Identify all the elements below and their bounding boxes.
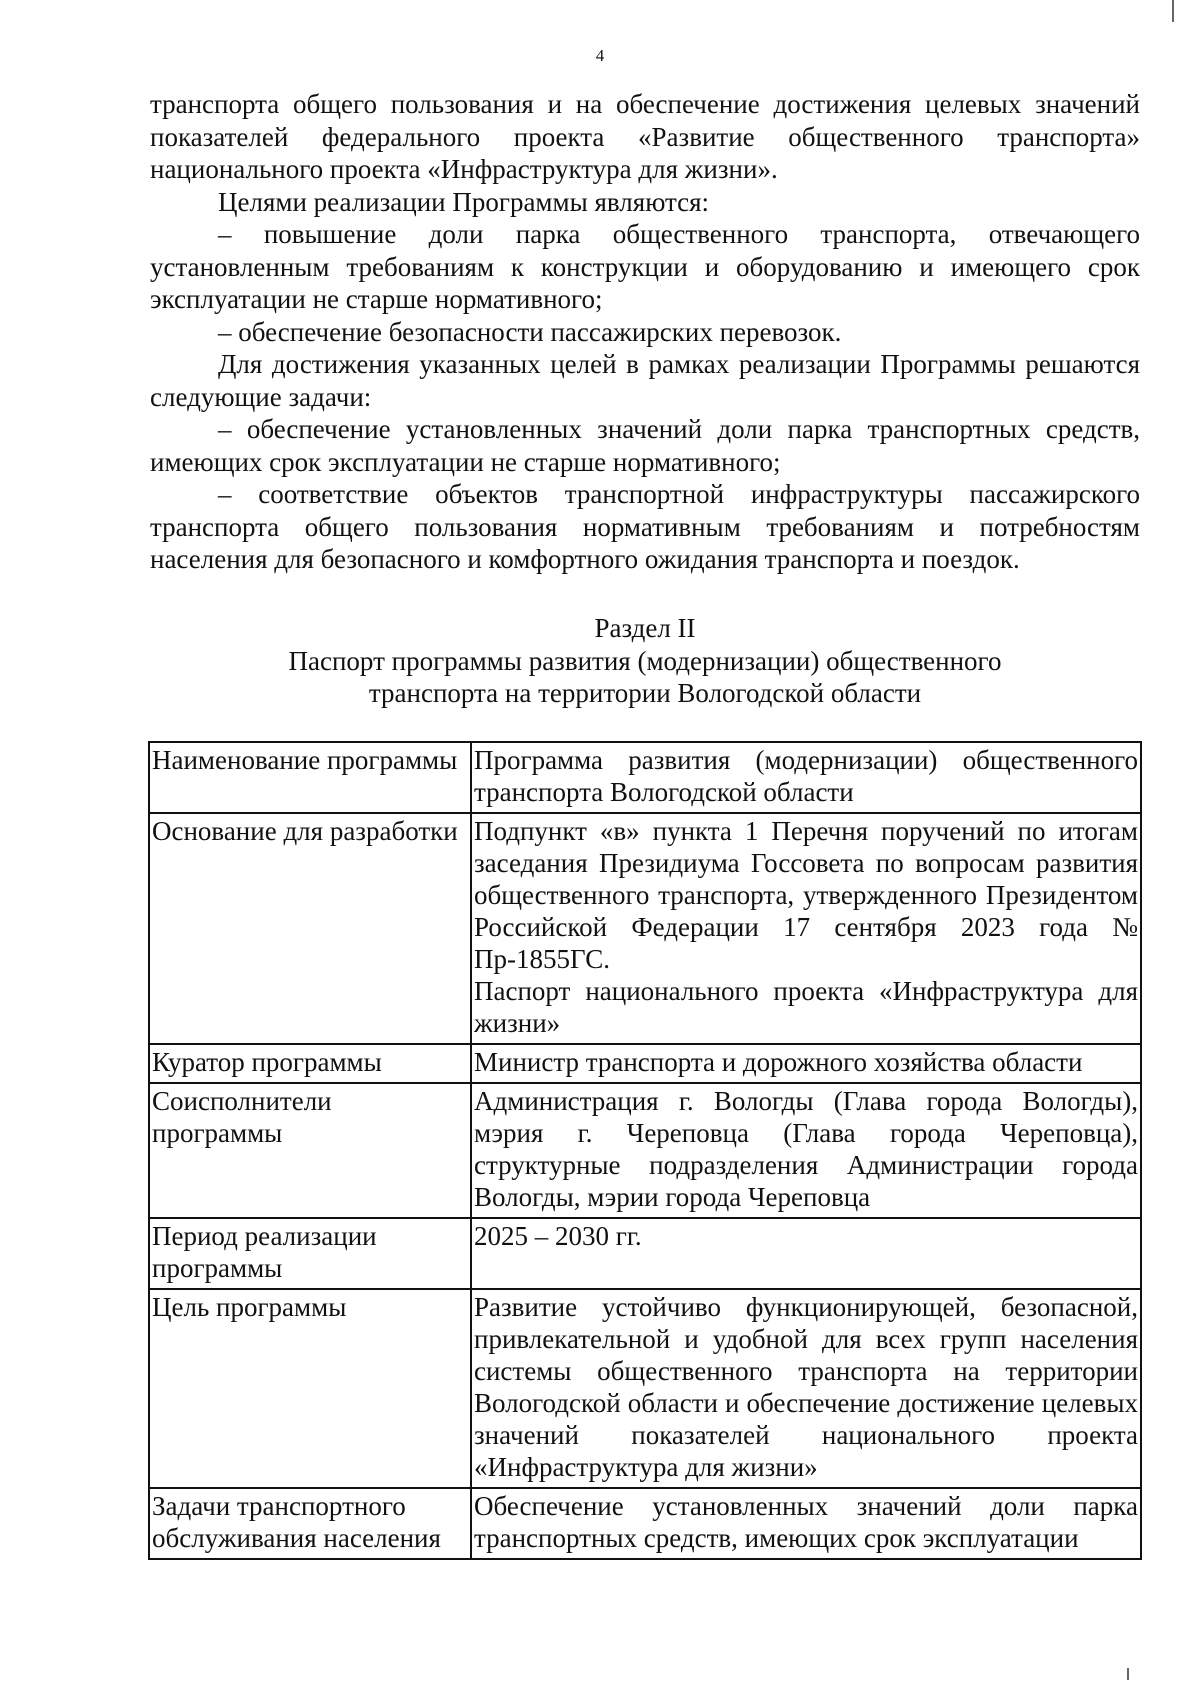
paragraph-goal-2: – обеспечение безопасности пассажирских перевозок. [218, 316, 842, 347]
row-value-basis [471, 813, 1141, 1044]
table-row [149, 813, 1141, 1044]
paragraph-intro-continuation: транспорта общего пользования и на обеспечение достижения целевых значений показателей федерального проекта «Развитие общественного транспорта» национального проекта «Инфраструктура для жизни». [150, 89, 1140, 184]
paragraph-goal-1: – повышение доли парка общественного транспорта, отвечающего установленным требованиям к конструкции и оборудованию и имеющего срок эксплуатации не старше нормативного; [150, 219, 1140, 314]
row-value-period [471, 1218, 1141, 1289]
row-label-goal: Цель программы [149, 1289, 471, 1488]
row-label-period: Период реализации программы [149, 1218, 471, 1289]
row-value-service-tasks [471, 1488, 1141, 1559]
row-label-service-tasks: Задачи транспортного обслуживания населения [149, 1488, 471, 1559]
value-line: Подпункт «в» пункта 1 Перечня поручений по итогам заседания Президиума Госсовета по вопросам развития общественного транспорта, утвержденного Президентом Российской Федерации 17 сентября 2023 года № Пр-1855ГС. [474, 816, 1138, 974]
row-label-curator: Куратор программы [149, 1044, 471, 1083]
table-row [149, 1083, 1141, 1218]
row-label-basis: Основание для разработки [149, 813, 471, 1044]
scan-artifact-edge [1172, 0, 1174, 22]
paragraph-task-1: – обеспечение установленных значений доли парка транспортных средств, имеющих срок эксплуатации не старше нормативного; [150, 414, 1140, 477]
section-title-line-1: Паспорт программы развития (модернизации) общественного [288, 645, 1002, 676]
row-value-program-name [471, 742, 1141, 813]
value-line: 2025 – 2030 гг. [474, 1221, 642, 1251]
table-row [149, 1218, 1141, 1289]
program-passport-table [148, 741, 1142, 1560]
row-value-curator [471, 1044, 1141, 1083]
value-line: Администрация г. Вологды (Глава города Вологды), мэрия г. Череповца (Глава города Череповца), структурные подразделения Администрации города Вологды, мэрии города Череповца [474, 1086, 1138, 1212]
paragraph-tasks-heading: Для достижения указанных целей в рамках реализации Программы решаются следующие задачи: [150, 349, 1140, 412]
page-number: 4 [595, 46, 605, 65]
row-label-program-name: Наименование программы [149, 742, 471, 813]
value-line: Программа развития (модернизации) общественного транспорта Вологодской области [474, 745, 1138, 807]
table-row [149, 742, 1141, 813]
row-value-co-executors [471, 1083, 1141, 1218]
table-row [149, 1488, 1141, 1559]
paragraph-task-2: – соответствие объектов транспортной инфраструктуры пассажирского транспорта общего пользования нормативным требованиям и потребностям населения для безопасного и комфортного ожидания транспорта и поездок. [150, 479, 1140, 574]
table-row [149, 1289, 1141, 1488]
paragraph-goals-heading: Целями реализации Программы являются: [218, 186, 710, 217]
section-number: Раздел II [594, 613, 696, 643]
table-row [149, 1044, 1141, 1083]
section-title-line-2: транспорта на территории Вологодской области [368, 678, 922, 708]
section-heading [150, 612, 1140, 710]
value-line: Обеспечение установленных значений доли парка транспортных средств, имеющих срок эксплуатации [474, 1491, 1138, 1553]
value-line: Развитие устойчиво функционирующей, безопасной, привлекательной и удобной для всех групп населения системы общественного транспорта на территории Вологодской области и обеспечение достижение целевых значений показателей национального проекта «Инфраструктура для жизни» [474, 1292, 1138, 1482]
value-line: Министр транспорта и дорожного хозяйства области [474, 1047, 1083, 1077]
row-label-co-executors: Соисполнители программы [149, 1083, 471, 1218]
value-line: Паспорт национального проекта «Инфраструктура для жизни» [474, 976, 1138, 1038]
scan-artifact-bottom [1127, 1668, 1129, 1680]
row-value-goal [471, 1289, 1141, 1488]
body-text [150, 88, 1140, 576]
